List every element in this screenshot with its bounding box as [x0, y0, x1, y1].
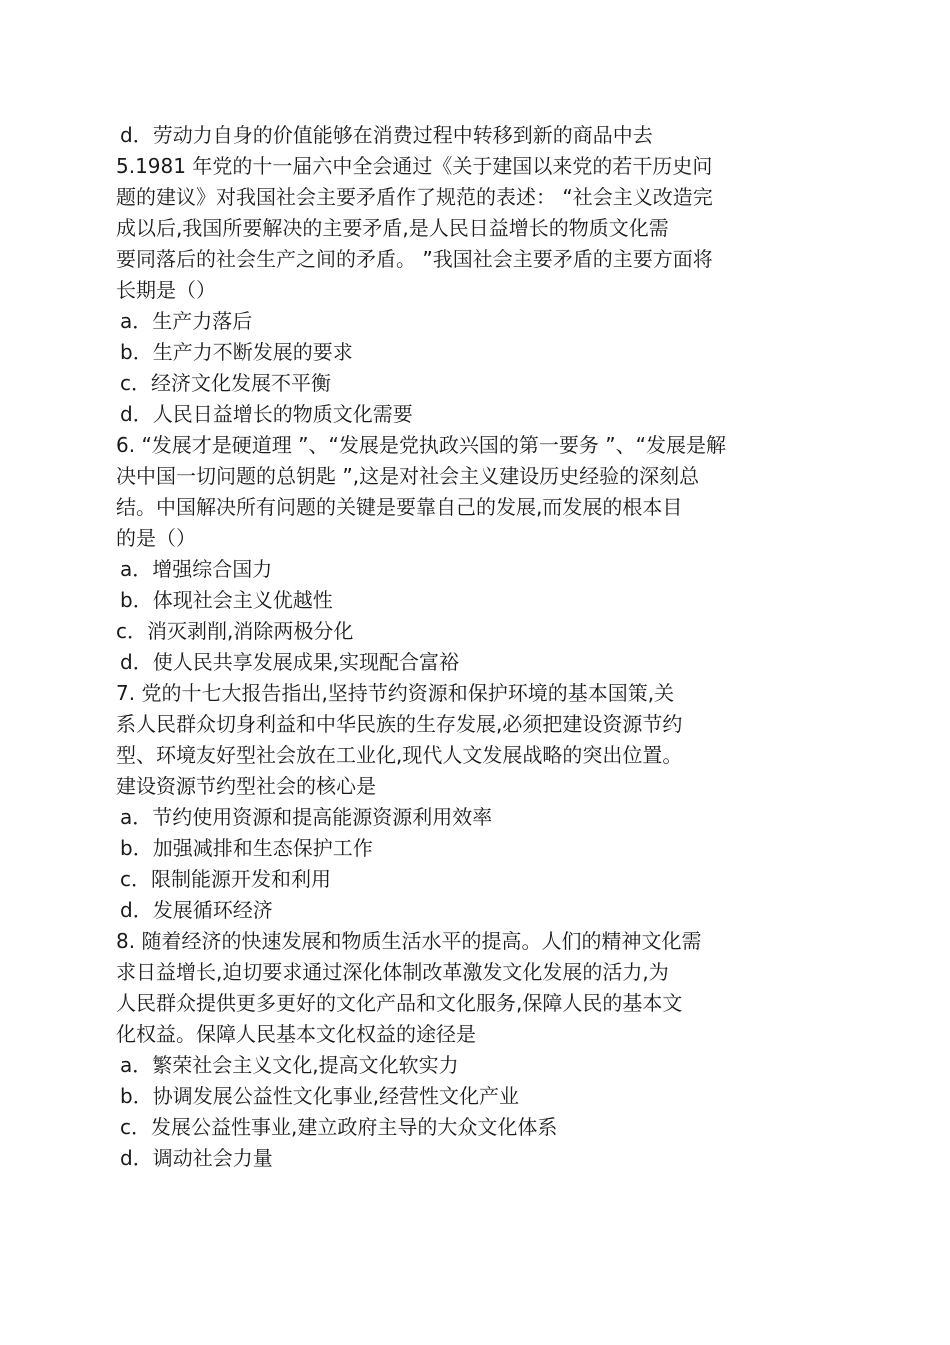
option-b-q7: b．加强减排和生态保护工作	[120, 836, 373, 860]
question-7-line-3: 型、环境友好型社会放在工业化,现代人文发展战略的突出位置。	[116, 743, 683, 767]
option-d-q6: d．使人民共享发展成果,实现配合富裕	[120, 650, 460, 674]
option-b-q5: b．生产力不断发展的要求	[120, 340, 353, 364]
question-6-line-1: 6. “发展才是硬道理 ”、“发展是党执政兴国的第一要务 ”、“发展是解	[116, 433, 726, 457]
option-c-q6: c．消灭剥削,消除两极分化	[116, 619, 354, 643]
question-8-line-4: 化权益。保障人民基本文化权益的途径是	[116, 1022, 476, 1046]
question-8-line-2: 求日益增长,迫切要求通过深化体制改革激发文化发展的活力,为	[116, 960, 669, 984]
question-7-line-2: 系人民群众切身利益和中华民族的生存发展,必须把建设资源节约	[116, 712, 683, 736]
option-a-q7: a．节约使用资源和提高能源资源利用效率	[120, 805, 493, 829]
question-7-line-1: 7. 党的十七大报告指出,坚持节约资源和保护环境的基本国策,关	[116, 681, 675, 705]
question-5-line-2: 题的建议》对我国社会主要矛盾作了规范的表述： “社会主义改造完	[116, 185, 713, 209]
question-5-line-4: 要同落后的社会生产之间的矛盾。 ”我国社会主要矛盾的主要方面将	[116, 247, 713, 271]
option-d-q8: d．调动社会力量	[120, 1146, 273, 1170]
question-8-line-1: 8. 随着经济的快速发展和物质生活水平的提高。人们的精神文化需	[116, 929, 702, 953]
question-8-line-3: 人民群众提供更多更好的文化产品和文化服务,保障人民的基本文	[116, 991, 683, 1015]
option-d-q4: d．劳动力自身的价值能够在消费过程中转移到新的商品中去	[120, 123, 653, 147]
option-b-q8: b．协调发展公益性文化事业,经营性文化产业	[120, 1084, 520, 1108]
option-a-q6: a．增强综合国力	[120, 557, 273, 581]
question-6-line-3: 结。中国解决所有问题的关键是要靠自己的发展,而发展的根本目	[116, 495, 683, 519]
option-c-q7: c．限制能源开发和利用	[120, 867, 331, 891]
question-6-line-4: 的是（）	[116, 526, 196, 550]
question-5-line-3: 成以后,我国所要解决的主要矛盾,是人民日益增长的物质文化需	[116, 216, 669, 240]
option-c-q5: c．经济文化发展不平衡	[120, 371, 331, 395]
option-a-q5: a．生产力落后	[120, 309, 253, 333]
option-a-q8: a．繁荣社会主义文化,提高文化软实力	[120, 1053, 459, 1077]
question-5-line-1: 5.1981 年党的十一届六中全会通过《关于建国以来党的若干历史问	[116, 154, 713, 178]
option-c-q8: c．发展公益性事业,建立政府主导的大众文化体系	[120, 1115, 558, 1139]
question-5-line-5: 长期是（）	[116, 278, 216, 302]
option-d-q7: d．发展循环经济	[120, 898, 273, 922]
option-b-q6: b．体现社会主义优越性	[120, 588, 333, 612]
question-7-line-4: 建设资源节约型社会的核心是	[116, 774, 376, 798]
question-6-line-2: 决中国一切问题的总钥匙 ”,这是对社会主义建设历史经验的深刻总	[116, 464, 700, 488]
option-d-q5: d．人民日益增长的物质文化需要	[120, 402, 413, 426]
